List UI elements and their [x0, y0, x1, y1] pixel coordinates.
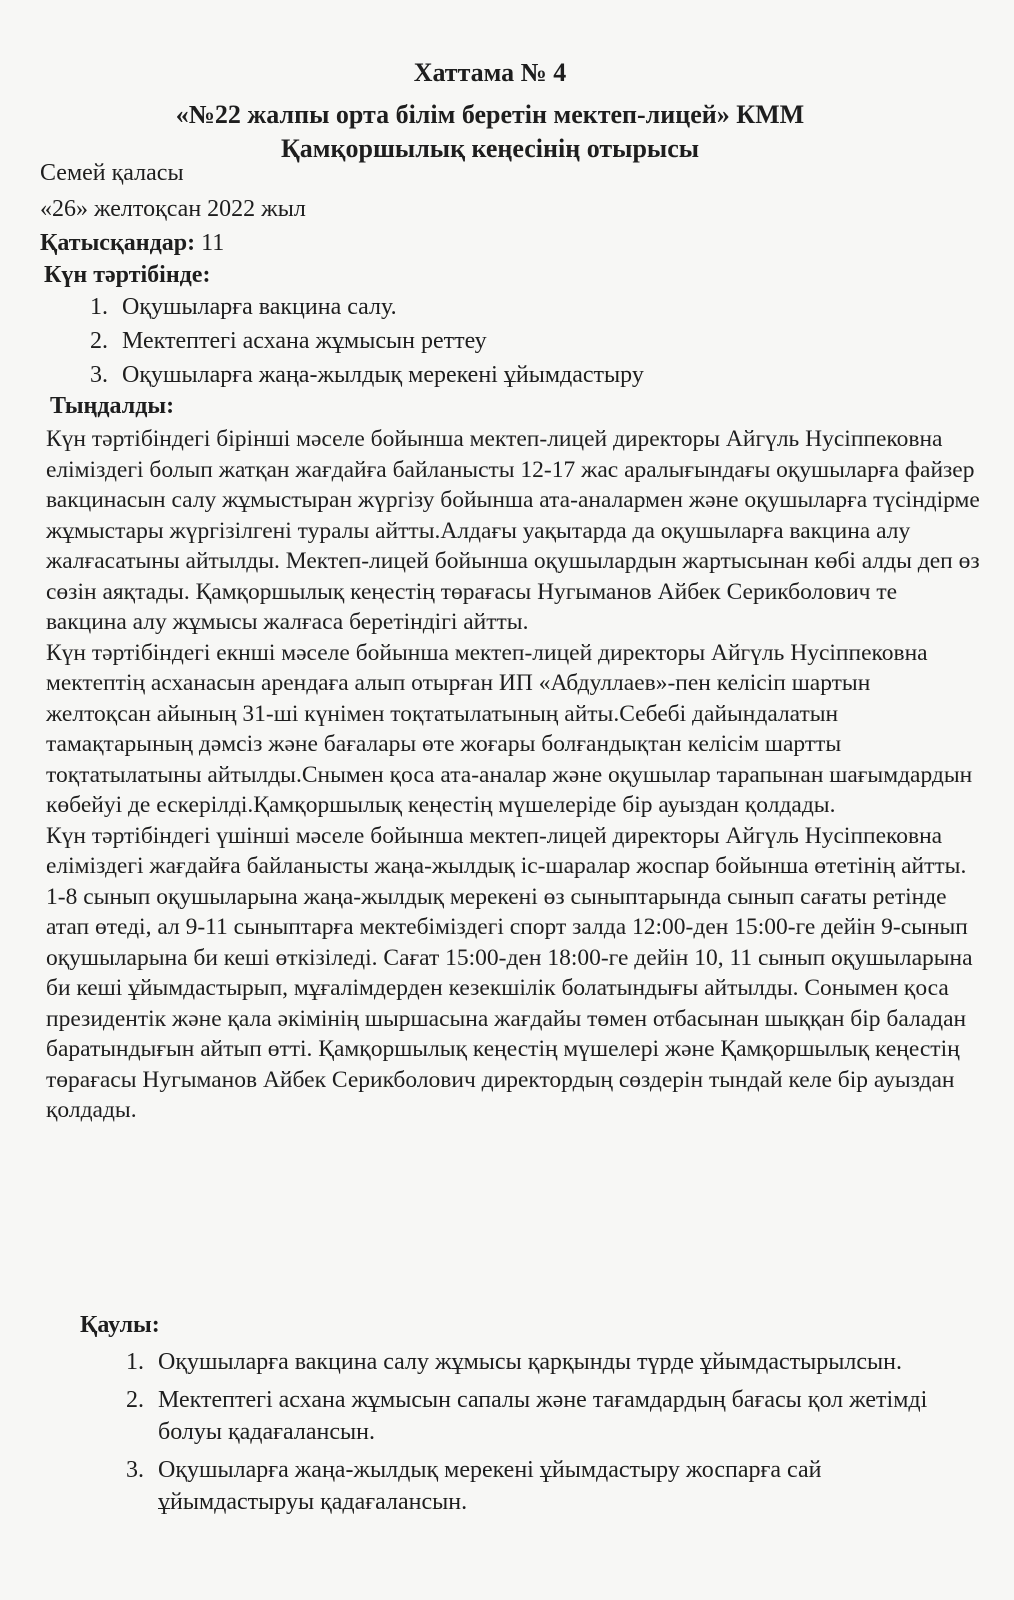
- heard-paragraph-3: Күн тәртібіндегі үшінші мәселе бойынша мектеп-лицей директоры Айгүль Нусіппековна еліміздегі жағдайға байланысты жаңа-жылдық іс-шаралар жоспар бойынша өтетінің айтты. 1-8 сынып оқушыларына жаңа-жылдық мерекені өз сыныптарында сынып сағаты ретінде атап өтеді, ал 9-11 сыныптарға мектебіміздегі спорт залда 12:00-ден 15:00-ге дейін 9-сынып оқушыларына би кеші өткізіледі. Сағат 15:00-ден 18:00-ге дейін 10, 11 сынып оқушыларына би кеші ұйымдастырып, мұғалімдерден кезекшілік болатындығы айтылды. Сонымен қоса президентік және қала әкімінің шыршасына жағдайы төмен отбасынан шыққан бір баладан баратындығын айтып өтті. Қамқоршылық кеңестің мүшелері және Қамқоршылық кеңестің төрағасы Нугыманов Айбек Серикболович директордың сөздерін тындай келе бір ауыздан қолдады.: [46, 822, 973, 1123]
- agenda-list: [44, 290, 874, 392]
- decision-list: [80, 1346, 980, 1524]
- heard-paragraph-2: Күн тәртібіндегі екнші мәселе бойынша мектеп-лицей директоры Айгүль Нусіппековна мектептің асханасын арендаға алып отырған ИП «Абдуллаев»-пен келісіп шартын желтоқсан айының 31-ші күнімен тоқтатылатының айты.Себебі дайындалатын тамақтарының дәмсіз және бағалары өте жоғары болғандықтан келісім шартты тоқтатылатыны айтылды.Снымен қоса ата-аналар және оқушылар тарапынан шағымдардын көбейуі де ескерілді.Қамқоршылық кеңестің мүшелеріде бір ауыздан қолдады.: [46, 639, 973, 818]
- participants: [40, 230, 224, 257]
- agenda-item: 1. Оқушыларға вакцина салу.: [114, 290, 874, 324]
- decision-item: 2. Мектептегі асхана жұмысын сапалы және тағамдардың бағасы қол жетімді болуы қадағалансын.: [150, 1384, 980, 1448]
- protocol-title: Хаттама № 4: [413, 58, 567, 87]
- heard-paragraph-1: Күн тәртібіндегі бірінші мәселе бойынша мектеп-лицей директоры Айгүль Нусіппековна еліміздегі болып жатқан жағдайға байланысты 12-17 жас аралығындағы оқушыларға файзер вакцинасын салу жұмыстыран жүргізу бойынша ата-аналармен және оқушыларға түсіндірме жұмыстары жүргізілгені туралы айтты.Алдағы уақытарда да оқушыларға вакцина алу жалғасатыны айтылды. Мектеп-лицей бойынша оқушылардын жартысынан көбі алды деп өз сөзін аяқтады. Қамқоршылық кеңестің төрағасы Нугыманов Айбек Серикболович те вакцина алу жұмысы жалғаса беретіндігі айтты.: [46, 426, 980, 635]
- decision-item: 1. Оқушыларға вакцина салу жұмысы қарқынды түрде ұйымдастырылсын.: [150, 1346, 980, 1378]
- heard-heading: Тыңдалды:: [50, 393, 175, 419]
- city: Семей қаласы: [40, 160, 184, 186]
- heard-body: [46, 424, 981, 1126]
- school-name: «№22 жалпы орта білім беретін мектеп-лицей» КММ: [175, 100, 805, 129]
- agenda-item: 2. Мектептегі асхана жұмысын реттеу: [114, 324, 874, 358]
- meeting-date: «26» желтоқсан 2022 жыл: [40, 196, 306, 222]
- participants-label: Қатысқандар:: [40, 230, 196, 256]
- decision-item: 3. Оқушыларға жаңа-жылдық мерекені ұйымдастыру жоспарға сай ұйымдастыруы қадағалансын.: [150, 1454, 980, 1518]
- decision-heading: Қаулы:: [80, 1312, 160, 1338]
- meeting-name: Қамқоршылық кеңесінің отырысы: [280, 134, 700, 163]
- agenda-item: 3. Оқушыларға жаңа-жылдық мерекені ұйымдастыру: [114, 358, 874, 392]
- agenda-heading: Күн тәртібінде:: [44, 262, 211, 288]
- participants-count: 11: [195, 230, 225, 256]
